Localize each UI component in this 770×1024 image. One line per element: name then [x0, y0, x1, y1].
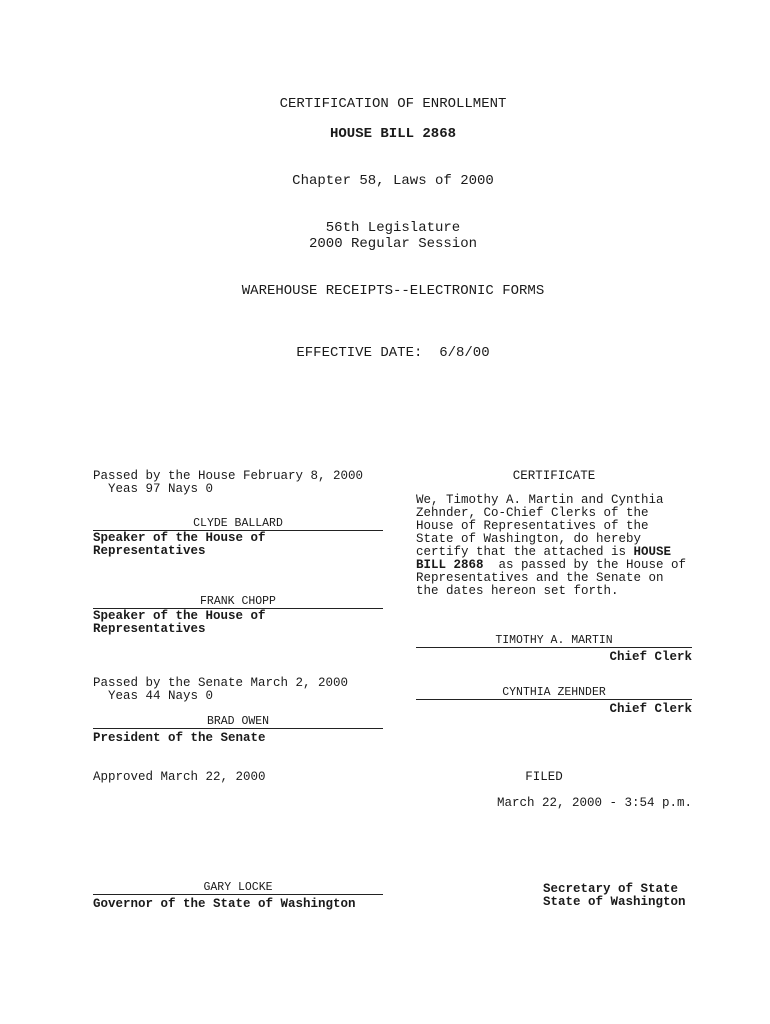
- speaker1-name: CLYDE BALLARD: [193, 517, 283, 530]
- bill-subject: WAREHOUSE RECEIPTS--ELECTRONIC FORMS: [241, 283, 545, 299]
- house-votes: Yeas 97 Nays 0: [108, 482, 214, 496]
- speaker1-title-1: Speaker of the House of: [93, 531, 266, 545]
- governor-title: Governor of the State of Washington: [93, 897, 356, 911]
- effective-date: [0, 345, 770, 361]
- president-signature-line: [93, 728, 383, 729]
- clerk1-title: Chief Clerk: [609, 650, 692, 664]
- senate-passed: Passed by the Senate March 2, 2000: [93, 676, 349, 690]
- clerk1-signature-line: [416, 647, 692, 648]
- certificate-line-2: Zehnder, Co-Chief Clerks of the: [416, 506, 649, 520]
- certificate-heading: CERTIFICATE: [512, 469, 596, 483]
- president-title: President of the Senate: [93, 731, 266, 745]
- governor-signature-line: [93, 894, 383, 895]
- certificate-bill-ref-1: HOUSE: [633, 545, 672, 559]
- certificate-line-6-text: as passed by the House of: [483, 558, 687, 572]
- senate-votes: Yeas 44 Nays 0: [108, 689, 214, 703]
- effective-date-label: EFFECTIVE DATE:: [296, 345, 423, 361]
- president-name: BRAD OWEN: [206, 715, 270, 728]
- clerk2-title: Chief Clerk: [609, 702, 692, 716]
- certificate-line-8: the dates hereon set forth.: [416, 584, 619, 598]
- speaker2-title-2: Representatives: [93, 622, 206, 636]
- house-passed: Passed by the House February 8, 2000: [93, 469, 364, 483]
- chapter-line: Chapter 58, Laws of 2000: [292, 173, 494, 189]
- speaker2-title-1: Speaker of the House of: [93, 609, 266, 623]
- secretary-title-2: State of Washington: [543, 895, 686, 909]
- governor-name: GARY LOCKE: [203, 881, 273, 894]
- session-line: 2000 Regular Session: [308, 236, 478, 252]
- clerk1-name: TIMOTHY A. MARTIN: [495, 634, 613, 647]
- certificate-line-1: We, Timothy A. Martin and Cynthia: [416, 493, 664, 507]
- certification-heading: CERTIFICATION OF ENROLLMENT: [279, 96, 507, 112]
- certificate-line-5-text: certify that the attached is: [416, 545, 634, 559]
- certificate-line-3: House of Representatives of the: [416, 519, 649, 533]
- certificate-bill-ref-2: BILL 2868: [416, 558, 484, 572]
- bill-number: HOUSE BILL 2868: [329, 126, 457, 142]
- secretary-title-1: Secretary of State: [543, 882, 679, 896]
- effective-date-value: 6/8/00: [439, 345, 490, 361]
- filed-label: FILED: [525, 770, 563, 784]
- filed-datetime: March 22, 2000 - 3:54 p.m.: [496, 796, 692, 810]
- clerk2-name: CYNTHIA ZEHNDER: [502, 686, 606, 699]
- speaker1-title-2: Representatives: [93, 544, 206, 558]
- approved-date: Approved March 22, 2000: [93, 770, 266, 784]
- legislature-line: 56th Legislature: [325, 220, 461, 236]
- speaker2-name: FRANK CHOPP: [200, 595, 276, 608]
- certificate-line-4: State of Washington, do hereby: [416, 532, 642, 546]
- certificate-line-7: Representatives and the Senate on: [416, 571, 664, 585]
- clerk2-signature-line: [416, 699, 692, 700]
